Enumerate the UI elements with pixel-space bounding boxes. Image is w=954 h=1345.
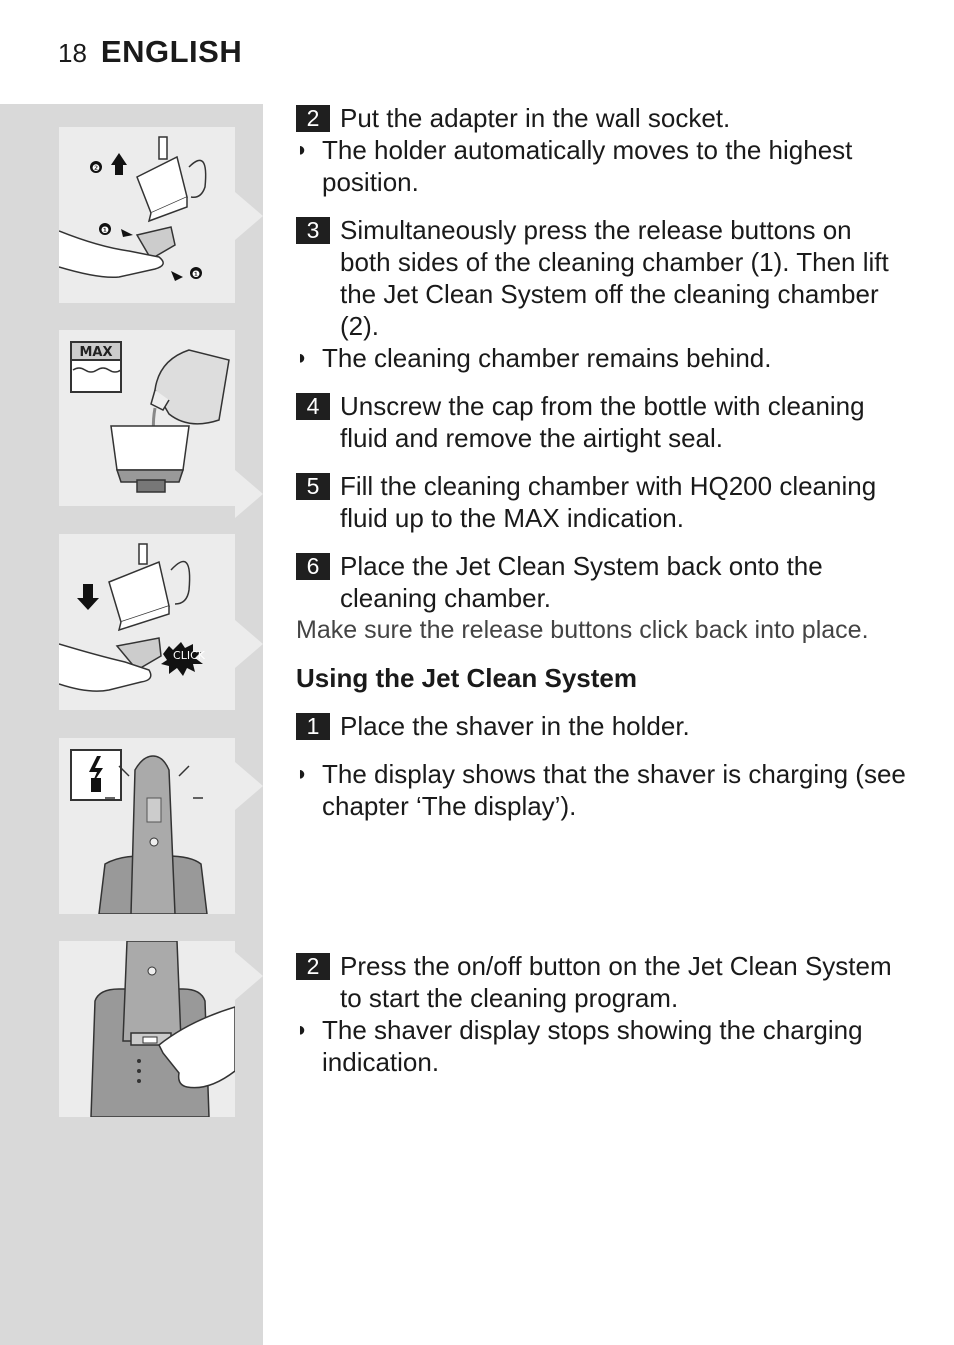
step-2-adapter (296, 102, 906, 134)
step-number: 5 (296, 473, 330, 500)
figure-pointer (235, 620, 263, 668)
page-number: 18 (58, 38, 87, 68)
result-bullet-icon: ◗ (296, 347, 309, 369)
callout-2: ❷ (91, 164, 101, 174)
figure-fill-fluid (59, 330, 235, 506)
step-number: 3 (296, 217, 330, 244)
lift-system-illustration (59, 127, 235, 303)
figure-pointer (235, 192, 263, 240)
result-bullet-icon: ◗ (296, 139, 309, 161)
shaver-in-holder-illustration (59, 738, 235, 914)
step-2-press-on-off (296, 950, 906, 1014)
language-title: ENGLISH (100, 34, 243, 69)
step-text: Simultaneously press the release buttons on both sides of the cleaning chamber (1). Then lift the Jet Clean System off the cleaning chamber (2). (340, 215, 889, 341)
step-text: Fill the cleaning chamber with HQ200 cleaning fluid up to the MAX indication. (340, 471, 877, 533)
result-holder-moves (296, 134, 906, 198)
step-text: Put the adapter in the wall socket. (340, 103, 731, 133)
figure-pointer (235, 470, 263, 518)
result-text: The shaver display stops showing the charging indication. (322, 1015, 863, 1077)
step-1-place-shaver (296, 710, 906, 742)
result-text: The cleaning chamber remains behind. (322, 343, 772, 373)
instructions (296, 102, 906, 1078)
result-chamber-remains (296, 342, 906, 374)
tip-click-back: Make sure the release buttons click back into place. (296, 616, 869, 644)
step-4-unscrew (296, 390, 906, 454)
press-on-off-illustration (59, 941, 235, 1117)
page-header (58, 34, 242, 70)
figure-place-back (59, 534, 235, 710)
step-number: 1 (296, 713, 330, 740)
result-bullet-icon: ◗ (296, 1019, 309, 1041)
figure-lift-system (59, 127, 235, 303)
step-text: Place the shaver in the holder. (340, 711, 690, 741)
section-heading: Using the Jet Clean System (296, 663, 637, 693)
max-label: MAX (79, 345, 113, 360)
step-3-release (296, 214, 906, 342)
result-text: The display shows that the shaver is charging (see chapter ‘The display’). (322, 759, 906, 821)
step-text: Unscrew the cap from the bottle with cleaning fluid and remove the airtight seal. (340, 391, 865, 453)
result-bullet-icon: ◗ (296, 763, 309, 785)
result-text: The holder automatically moves to the highest position. (322, 135, 853, 197)
figure-pointer (235, 762, 263, 810)
figure-shaver-in-holder (59, 738, 235, 914)
step-6-place-back (296, 550, 906, 614)
callout-1-left: ❶ (100, 226, 110, 236)
callout-1-right: ❶ (191, 270, 201, 280)
step-number: 2 (296, 953, 330, 980)
step-number: 6 (296, 553, 330, 580)
step-number: 4 (296, 393, 330, 420)
step-text: Place the Jet Clean System back onto the cleaning chamber. (340, 551, 823, 613)
step-5-fill (296, 470, 906, 534)
click-label: CLICK (173, 649, 205, 662)
step-text: Press the on/off button on the Jet Clean System to start the cleaning program. (340, 951, 892, 1013)
place-back-illustration (59, 534, 235, 710)
result-display-stops (296, 1014, 906, 1078)
step-number: 2 (296, 105, 330, 132)
result-display-charging (296, 758, 906, 822)
fill-fluid-illustration (59, 330, 235, 506)
figure-pointer (235, 952, 263, 1000)
figure-press-on-off (59, 941, 235, 1117)
